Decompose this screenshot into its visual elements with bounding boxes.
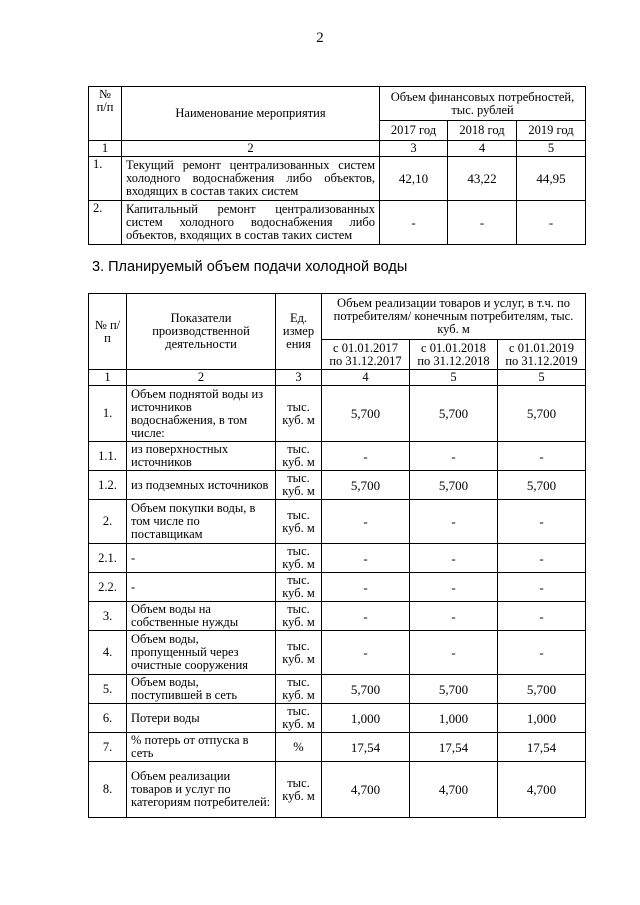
row-value: - [322, 442, 410, 471]
row-value: 1,000 [410, 704, 498, 733]
row-number: 4. [89, 631, 127, 675]
column-number: 2 [127, 370, 276, 386]
row-value: 42,10 [380, 157, 448, 201]
row-value: - [448, 201, 517, 245]
row-value: 5,700 [322, 675, 410, 704]
table-row [89, 157, 586, 201]
row-value: - [322, 602, 410, 631]
header-unit: Ед. измер ения [276, 294, 322, 370]
row-value: - [498, 631, 586, 675]
column-number: 5 [517, 141, 586, 157]
table-row [89, 675, 586, 704]
header-volume: Объем реализации товаров и услуг, в т.ч. по потребителям/ конечным потребителям, тыс. куб. м [322, 294, 586, 340]
row-value: - [498, 573, 586, 602]
row-indicator: Объем воды, поступившей в сеть [127, 675, 276, 704]
row-value: - [410, 573, 498, 602]
row-value: - [498, 544, 586, 573]
row-number: 6. [89, 704, 127, 733]
column-number: 1 [89, 370, 127, 386]
row-unit: % [276, 733, 322, 762]
header-num: № п/п [89, 87, 122, 141]
row-value: 5,700 [410, 471, 498, 500]
table-row [89, 631, 586, 675]
row-number: 5. [89, 675, 127, 704]
row-value: 5,700 [410, 386, 498, 442]
row-indicator: из поверхностных источников [127, 442, 276, 471]
table-row [89, 602, 586, 631]
row-value: - [498, 442, 586, 471]
header-year: 2019 год [517, 121, 586, 141]
row-number: 2. [89, 201, 122, 245]
row-number: 1.1. [89, 442, 127, 471]
table-row [89, 201, 586, 245]
row-number: 1. [89, 157, 122, 201]
row-value: - [498, 602, 586, 631]
row-number: 2. [89, 500, 127, 544]
column-number: 4 [448, 141, 517, 157]
row-indicator: Объем воды на собственные нужды [127, 602, 276, 631]
header-year: 2017 год [380, 121, 448, 141]
row-value: 5,700 [322, 471, 410, 500]
row-value: 17,54 [410, 733, 498, 762]
column-number: 3 [380, 141, 448, 157]
row-indicator: Объем покупки воды, в том числе по поставщикам [127, 500, 276, 544]
row-indicator: Потери воды [127, 704, 276, 733]
column-number: 2 [122, 141, 380, 157]
row-indicator: Объем воды, пропущенный через очистные сооружения [127, 631, 276, 675]
row-value: 5,700 [498, 675, 586, 704]
column-number: 3 [276, 370, 322, 386]
row-number: 2.1. [89, 544, 127, 573]
table-row [89, 573, 586, 602]
row-value: 5,700 [322, 386, 410, 442]
row-unit: тыс. куб. м [276, 442, 322, 471]
row-value: - [322, 544, 410, 573]
financial-needs-table [88, 86, 586, 245]
row-number: 8. [89, 762, 127, 818]
row-unit: тыс. куб. м [276, 602, 322, 631]
row-unit: тыс. куб. м [276, 471, 322, 500]
header-period: с 01.01.2019 по 31.12.2019 [498, 340, 586, 370]
table-row [89, 500, 586, 544]
row-indicator: - [127, 544, 276, 573]
row-value: - [410, 500, 498, 544]
header-period: с 01.01.2018 по 31.12.2018 [410, 340, 498, 370]
table-row [89, 762, 586, 818]
column-number: 4 [322, 370, 410, 386]
row-value: - [380, 201, 448, 245]
row-value: 5,700 [498, 471, 586, 500]
section-title: 3. Планируемый объем подачи холодной воды [92, 259, 408, 275]
row-value: 5,700 [498, 386, 586, 442]
row-number: 3. [89, 602, 127, 631]
table-row [89, 704, 586, 733]
row-value: - [322, 631, 410, 675]
row-name: Текущий ремонт централизованных систем холодного водоснабжения либо объектов, входящих в состав таких систем [122, 157, 380, 201]
header-volume: Объем финансовых потребностей, тыс. рублей [380, 87, 586, 121]
column-number: 5 [498, 370, 586, 386]
row-value: 43,22 [448, 157, 517, 201]
row-value: - [410, 544, 498, 573]
column-number: 5 [410, 370, 498, 386]
row-number: 2.2. [89, 573, 127, 602]
row-value: - [322, 500, 410, 544]
row-value: 4,700 [410, 762, 498, 818]
table-row [89, 442, 586, 471]
header-period: с 01.01.2017 по 31.12.2017 [322, 340, 410, 370]
row-value: 44,95 [517, 157, 586, 201]
row-unit: тыс. куб. м [276, 631, 322, 675]
row-unit: тыс. куб. м [276, 500, 322, 544]
row-indicator: из подземных источников [127, 471, 276, 500]
table-row [89, 386, 586, 442]
row-value: - [410, 442, 498, 471]
row-unit: тыс. куб. м [276, 544, 322, 573]
row-unit: тыс. куб. м [276, 386, 322, 442]
row-number: 1. [89, 386, 127, 442]
page-number: 2 [316, 30, 324, 46]
header-name: Наименование мероприятия [122, 87, 380, 141]
row-number: 1.2. [89, 471, 127, 500]
row-unit: тыс. куб. м [276, 762, 322, 818]
row-value: 5,700 [410, 675, 498, 704]
row-value: 1,000 [322, 704, 410, 733]
row-number: 7. [89, 733, 127, 762]
row-value: 17,54 [498, 733, 586, 762]
header-year: 2018 год [448, 121, 517, 141]
row-value: 4,700 [322, 762, 410, 818]
row-value: - [322, 573, 410, 602]
table-row [89, 471, 586, 500]
row-value: 4,700 [498, 762, 586, 818]
row-unit: тыс. куб. м [276, 704, 322, 733]
row-unit: тыс. куб. м [276, 675, 322, 704]
row-indicator: - [127, 573, 276, 602]
row-unit: тыс. куб. м [276, 573, 322, 602]
row-name: Капитальный ремонт централизованных систем холодного водоснабжения либо объектов, входящих в состав таких систем [122, 201, 380, 245]
water-supply-table [88, 293, 586, 818]
row-value: - [410, 602, 498, 631]
row-value: - [498, 500, 586, 544]
column-number: 1 [89, 141, 122, 157]
row-value: - [517, 201, 586, 245]
row-indicator: Объем реализации товаров и услуг по категориям потребителей: [127, 762, 276, 818]
row-value: - [410, 631, 498, 675]
header-num: № п/п [89, 294, 127, 370]
row-value: 17,54 [322, 733, 410, 762]
table-row [89, 733, 586, 762]
row-indicator: % потерь от отпуска в сеть [127, 733, 276, 762]
row-indicator: Объем поднятой воды из источников водоснабжения, в том числе: [127, 386, 276, 442]
header-indicator: Показатели производственной деятельности [127, 294, 276, 370]
row-value: 1,000 [498, 704, 586, 733]
table-row [89, 544, 586, 573]
